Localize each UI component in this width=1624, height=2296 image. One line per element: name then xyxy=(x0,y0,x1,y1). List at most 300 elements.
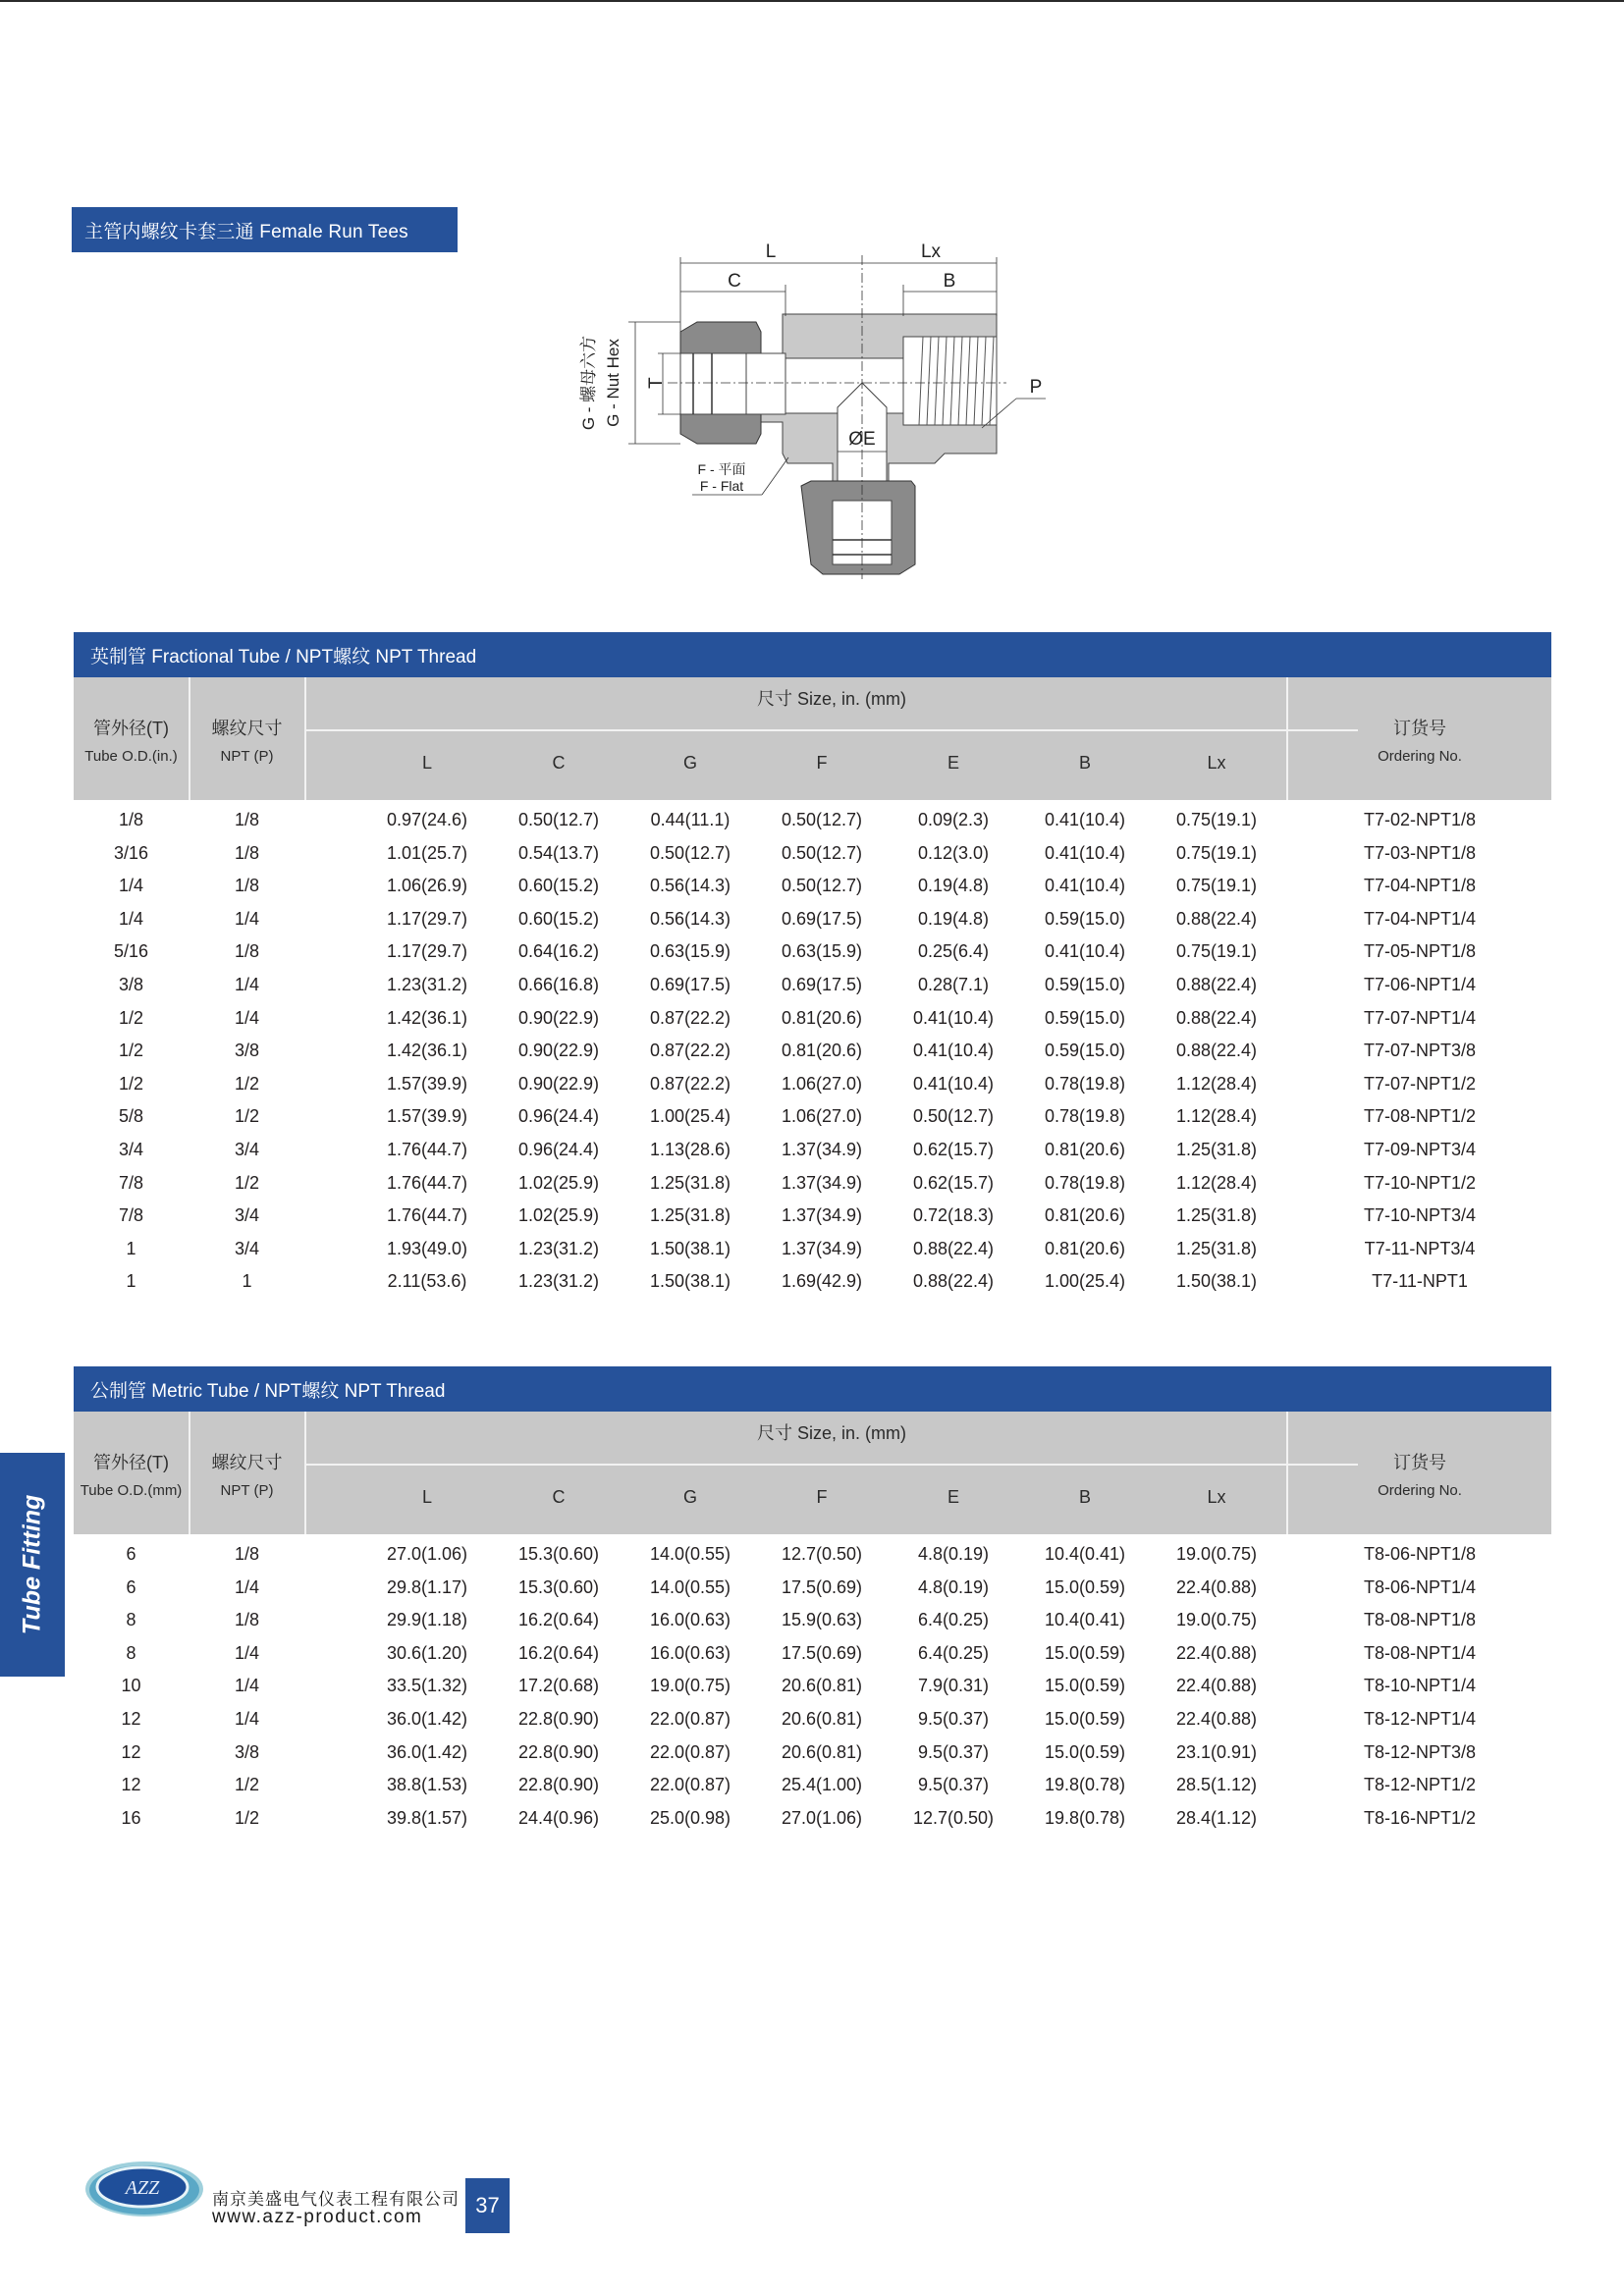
cell-npt: 1/4 xyxy=(234,1676,260,1696)
cell-dim-b: 0.59(15.0) xyxy=(1044,1007,1126,1028)
cell-dim-l: 36.0(1.42) xyxy=(386,1708,468,1729)
cell-dim-c: 0.66(16.8) xyxy=(517,974,600,994)
cell-ordering-no: T8-12-NPT1/4 xyxy=(1363,1708,1477,1729)
dim-label-l: L xyxy=(765,241,777,262)
cell-dim-b: 0.78(19.8) xyxy=(1044,1172,1126,1193)
cell-dim-g: 0.63(15.9) xyxy=(649,941,731,962)
cell-dim-f: 12.7(0.50) xyxy=(781,1544,863,1564)
cell-tube-od: 8 xyxy=(126,1642,136,1663)
cell-dim-c: 0.60(15.2) xyxy=(517,876,600,896)
cell-npt: 1/4 xyxy=(234,908,260,929)
cell-npt: 1 xyxy=(242,1271,252,1292)
cell-ordering-no: T7-04-NPT1/8 xyxy=(1363,876,1477,896)
section-title xyxy=(72,207,458,252)
azz-logo-icon xyxy=(83,2160,206,2218)
cell-npt: 1/2 xyxy=(234,1073,260,1094)
header-npt: 螺纹尺寸 NPT (P) xyxy=(211,719,283,765)
header-dim-c: C xyxy=(552,1487,566,1507)
cell-ordering-no: T8-12-NPT1/2 xyxy=(1363,1775,1477,1795)
cell-dim-g: 0.69(17.5) xyxy=(649,974,731,994)
cell-dim-lx: 1.50(38.1) xyxy=(1175,1271,1258,1292)
female-run-tee-drawing xyxy=(560,236,1070,589)
metric-table xyxy=(74,1366,1551,1835)
cell-ordering-no: T8-06-NPT1/8 xyxy=(1363,1544,1477,1564)
table-row xyxy=(74,1100,1551,1134)
cell-dim-g: 1.00(25.4) xyxy=(649,1106,731,1127)
cell-dim-f: 1.37(34.9) xyxy=(781,1172,863,1193)
cell-dim-e: 7.9(0.31) xyxy=(917,1676,990,1696)
table-row xyxy=(74,837,1551,871)
cell-dim-l: 1.06(26.9) xyxy=(386,876,468,896)
cell-tube-od: 8 xyxy=(126,1610,136,1630)
cell-dim-f: 1.06(27.0) xyxy=(781,1106,863,1127)
header-size: 尺寸 Size, in. (mm) xyxy=(756,689,906,709)
table-row xyxy=(74,1068,1551,1101)
table-row xyxy=(74,1233,1551,1266)
dim-label-c: C xyxy=(728,271,741,292)
cell-dim-lx: 0.75(19.1) xyxy=(1175,876,1258,896)
cell-npt: 3/8 xyxy=(234,1741,260,1762)
cell-tube-od: 5/8 xyxy=(118,1106,144,1127)
table-row xyxy=(74,1572,1551,1605)
cell-dim-b: 0.59(15.0) xyxy=(1044,1041,1126,1061)
cell-dim-g: 1.50(38.1) xyxy=(649,1271,731,1292)
table-row xyxy=(74,1670,1551,1703)
cell-dim-b: 10.4(0.41) xyxy=(1044,1544,1126,1564)
header-dim-c: C xyxy=(552,753,566,773)
cell-dim-l: 1.23(31.2) xyxy=(386,974,468,994)
dim-label-f-cn: F - 平面 xyxy=(697,461,746,477)
table-row xyxy=(74,969,1551,1002)
page-number: 37 xyxy=(465,2178,510,2233)
cell-dim-l: 36.0(1.42) xyxy=(386,1741,468,1762)
cell-dim-g: 0.44(11.1) xyxy=(650,810,731,829)
cell-dim-g: 0.56(14.3) xyxy=(649,908,731,929)
cell-dim-f: 25.4(1.00) xyxy=(781,1775,863,1795)
cell-dim-b: 0.81(20.6) xyxy=(1044,1205,1126,1226)
cell-npt: 3/4 xyxy=(234,1238,260,1258)
cell-dim-c: 0.90(22.9) xyxy=(517,1073,600,1094)
cell-dim-lx: 22.4(0.88) xyxy=(1175,1576,1258,1597)
cell-dim-c: 22.8(0.90) xyxy=(517,1775,600,1795)
cell-dim-f: 1.37(34.9) xyxy=(781,1139,863,1159)
cell-dim-l: 38.8(1.53) xyxy=(386,1775,468,1795)
cell-dim-f: 1.69(42.9) xyxy=(781,1271,863,1292)
cell-ordering-no: T7-06-NPT1/4 xyxy=(1363,974,1477,994)
cell-dim-l: 1.57(39.9) xyxy=(386,1106,468,1127)
cell-dim-g: 14.0(0.55) xyxy=(649,1576,731,1597)
cell-dim-b: 0.78(19.8) xyxy=(1044,1073,1126,1094)
side-tab-tube-fitting: Tube Fitting xyxy=(0,1453,65,1677)
cell-tube-od: 1/4 xyxy=(118,876,144,896)
dim-label-e: ØE xyxy=(848,429,876,450)
table-row xyxy=(74,1802,1551,1836)
cell-npt: 1/4 xyxy=(234,1708,260,1729)
cell-ordering-no: T8-10-NPT1/4 xyxy=(1363,1676,1477,1696)
table-row xyxy=(74,1200,1551,1233)
cell-dim-b: 15.0(0.59) xyxy=(1044,1642,1126,1663)
header-ordering-no: 订货号 Ordering No. xyxy=(1378,1453,1462,1499)
cell-dim-lx: 0.88(22.4) xyxy=(1175,1041,1258,1061)
cell-dim-f: 17.5(0.69) xyxy=(781,1642,863,1663)
header-dim-b: B xyxy=(1078,753,1091,773)
cell-dim-l: 29.9(1.18) xyxy=(386,1610,468,1630)
cell-dim-f: 0.50(12.7) xyxy=(781,876,863,896)
cell-dim-lx: 0.88(22.4) xyxy=(1175,908,1258,929)
cell-dim-g: 19.0(0.75) xyxy=(649,1676,731,1696)
cell-npt: 1/4 xyxy=(234,974,260,994)
cell-dim-e: 0.50(12.7) xyxy=(912,1106,995,1127)
cell-dim-e: 0.72(18.3) xyxy=(912,1205,995,1226)
dim-label-g-en: G - Nut Hex xyxy=(604,339,623,427)
cell-dim-g: 1.13(28.6) xyxy=(649,1139,731,1159)
cell-tube-od: 1/2 xyxy=(118,1007,144,1028)
svg-text:AZZ: AZZ xyxy=(125,2177,160,2199)
cell-dim-lx: 22.4(0.88) xyxy=(1175,1642,1258,1663)
cell-dim-f: 1.06(27.0) xyxy=(781,1073,863,1094)
cell-dim-b: 10.4(0.41) xyxy=(1044,1610,1126,1630)
cell-ordering-no: T8-06-NPT1/4 xyxy=(1363,1576,1477,1597)
cell-dim-g: 0.87(22.2) xyxy=(649,1073,731,1094)
footer-company-name: 南京美盛电气仪表工程有限公司 xyxy=(212,2190,460,2209)
cell-dim-c: 16.2(0.64) xyxy=(517,1610,600,1630)
cell-dim-c: 0.50(12.7) xyxy=(517,810,600,829)
cell-npt: 1/2 xyxy=(234,1172,260,1193)
table-row xyxy=(74,1167,1551,1201)
cell-ordering-no: T7-07-NPT1/4 xyxy=(1363,1007,1477,1028)
cell-npt: 1/2 xyxy=(234,1106,260,1127)
cell-tube-od: 1/2 xyxy=(118,1073,144,1094)
cell-dim-l: 1.93(49.0) xyxy=(386,1238,468,1258)
cell-dim-e: 0.09(2.3) xyxy=(917,810,990,829)
cell-dim-g: 1.25(31.8) xyxy=(649,1205,731,1226)
cell-dim-e: 4.8(0.19) xyxy=(917,1544,990,1564)
cell-dim-f: 20.6(0.81) xyxy=(781,1676,863,1696)
cell-dim-b: 0.41(10.4) xyxy=(1044,810,1126,829)
cell-tube-od: 1/2 xyxy=(118,1041,144,1061)
fractional-table xyxy=(74,632,1551,1299)
cell-dim-g: 0.50(12.7) xyxy=(649,842,731,863)
cell-dim-g: 1.50(38.1) xyxy=(649,1238,731,1258)
cell-npt: 1/4 xyxy=(234,1642,260,1663)
cell-dim-f: 1.37(34.9) xyxy=(781,1205,863,1226)
table-row xyxy=(74,870,1551,903)
cell-dim-c: 0.64(16.2) xyxy=(517,941,600,962)
cell-dim-lx: 0.88(22.4) xyxy=(1175,974,1258,994)
cell-dim-b: 0.78(19.8) xyxy=(1044,1106,1126,1127)
header-dim-e: E xyxy=(947,753,959,773)
cell-ordering-no: T7-07-NPT3/8 xyxy=(1363,1041,1477,1061)
dim-label-g-cn: G - 螺母六方 xyxy=(579,335,598,431)
cell-dim-f: 0.50(12.7) xyxy=(781,842,863,863)
table-row xyxy=(74,1002,1551,1036)
cell-npt: 1/8 xyxy=(234,842,260,863)
cell-dim-l: 0.97(24.6) xyxy=(386,810,468,829)
cell-dim-c: 15.3(0.60) xyxy=(517,1544,600,1564)
dim-label-t: T xyxy=(646,377,667,389)
cell-ordering-no: T8-08-NPT1/4 xyxy=(1363,1642,1477,1663)
cell-dim-lx: 1.25(31.8) xyxy=(1175,1139,1258,1159)
cell-dim-lx: 19.0(0.75) xyxy=(1175,1544,1258,1564)
cell-tube-od: 3/16 xyxy=(113,842,149,863)
cell-npt: 1/8 xyxy=(234,810,260,829)
header-dim-g: G xyxy=(682,753,697,773)
cell-npt: 3/8 xyxy=(234,1041,260,1061)
table-row xyxy=(74,804,1551,837)
cell-dim-g: 22.0(0.87) xyxy=(649,1775,731,1795)
cell-dim-l: 30.6(1.20) xyxy=(386,1642,468,1663)
cell-dim-e: 0.41(10.4) xyxy=(912,1041,995,1061)
header-npt: 螺纹尺寸 NPT (P) xyxy=(211,1453,283,1499)
cell-dim-b: 0.41(10.4) xyxy=(1044,941,1126,962)
cell-dim-lx: 0.75(19.1) xyxy=(1175,941,1258,962)
cell-npt: 1/2 xyxy=(234,1807,260,1828)
fractional-table-header xyxy=(74,677,1551,800)
cell-dim-g: 0.87(22.2) xyxy=(649,1007,731,1028)
header-dim-lx: Lx xyxy=(1207,1487,1226,1507)
cell-dim-g: 0.56(14.3) xyxy=(649,876,731,896)
cell-dim-b: 0.81(20.6) xyxy=(1044,1139,1126,1159)
cell-dim-f: 20.6(0.81) xyxy=(781,1708,863,1729)
cell-dim-lx: 22.4(0.88) xyxy=(1175,1708,1258,1729)
table-row xyxy=(74,935,1551,969)
cell-dim-lx: 0.88(22.4) xyxy=(1175,1007,1258,1028)
cell-dim-f: 0.81(20.6) xyxy=(781,1041,863,1061)
cell-ordering-no: T7-02-NPT1/8 xyxy=(1363,810,1477,829)
cell-dim-lx: 1.25(31.8) xyxy=(1175,1205,1258,1226)
header-dim-e: E xyxy=(947,1487,959,1507)
cell-dim-lx: 1.12(28.4) xyxy=(1175,1073,1258,1094)
cell-ordering-no: T7-10-NPT1/2 xyxy=(1363,1172,1477,1193)
cell-npt: 1/8 xyxy=(234,941,260,962)
cell-tube-od: 1/8 xyxy=(118,810,144,829)
cell-tube-od: 12 xyxy=(121,1775,141,1795)
cell-ordering-no: T8-12-NPT3/8 xyxy=(1363,1741,1477,1762)
cell-dim-c: 1.23(31.2) xyxy=(517,1271,600,1292)
cell-dim-e: 6.4(0.25) xyxy=(917,1642,990,1663)
cell-dim-l: 1.42(36.1) xyxy=(386,1007,468,1028)
cell-dim-b: 0.41(10.4) xyxy=(1044,876,1126,896)
cell-dim-e: 0.41(10.4) xyxy=(912,1073,995,1094)
cell-tube-od: 1/4 xyxy=(118,908,144,929)
table-row xyxy=(74,1604,1551,1637)
cell-dim-b: 19.8(0.78) xyxy=(1044,1807,1126,1828)
cell-dim-l: 1.76(44.7) xyxy=(386,1172,468,1193)
header-ordering-no: 订货号 Ordering No. xyxy=(1378,719,1462,765)
fractional-table-title: 英制管 Fractional Tube / NPT螺纹 NPT Thread xyxy=(74,632,1551,677)
cell-dim-f: 17.5(0.69) xyxy=(781,1576,863,1597)
cell-dim-e: 0.19(4.8) xyxy=(917,876,990,896)
cell-dim-e: 9.5(0.37) xyxy=(917,1708,990,1729)
cell-npt: 1/4 xyxy=(234,1007,260,1028)
cell-dim-c: 22.8(0.90) xyxy=(517,1708,600,1729)
cell-dim-l: 1.57(39.9) xyxy=(386,1073,468,1094)
cell-ordering-no: T7-11-NPT3/4 xyxy=(1364,1238,1476,1258)
cell-dim-c: 0.96(24.4) xyxy=(517,1106,600,1127)
cell-dim-g: 14.0(0.55) xyxy=(649,1544,731,1564)
cell-dim-f: 15.9(0.63) xyxy=(781,1610,863,1630)
header-dim-g: G xyxy=(682,1487,697,1507)
table-row xyxy=(74,1035,1551,1068)
cell-dim-c: 24.4(0.96) xyxy=(517,1807,600,1828)
cell-dim-f: 0.50(12.7) xyxy=(781,810,863,829)
cell-dim-lx: 0.75(19.1) xyxy=(1175,810,1258,829)
cell-dim-e: 4.8(0.19) xyxy=(917,1576,990,1597)
table-row xyxy=(74,903,1551,936)
cell-dim-f: 0.69(17.5) xyxy=(781,908,863,929)
cell-dim-c: 0.96(24.4) xyxy=(517,1139,600,1159)
cell-dim-l: 1.76(44.7) xyxy=(386,1205,468,1226)
cell-dim-c: 1.02(25.9) xyxy=(517,1205,600,1226)
table-row xyxy=(74,1134,1551,1167)
cell-dim-e: 0.88(22.4) xyxy=(912,1238,995,1258)
cell-npt: 3/4 xyxy=(234,1205,260,1226)
cell-dim-lx: 28.5(1.12) xyxy=(1175,1775,1258,1795)
cell-dim-g: 0.87(22.2) xyxy=(649,1041,731,1061)
header-tube-od: 管外径(T) Tube O.D.(mm) xyxy=(80,1453,183,1499)
metric-table-header xyxy=(74,1412,1551,1534)
cell-dim-l: 1.01(25.7) xyxy=(386,842,468,863)
header-dim-lx: Lx xyxy=(1207,753,1226,773)
cell-dim-c: 0.60(15.2) xyxy=(517,908,600,929)
table-row xyxy=(74,1703,1551,1736)
dim-label-f-en: F - Flat xyxy=(699,478,744,494)
cell-npt: 1/8 xyxy=(234,1610,260,1630)
cell-tube-od: 6 xyxy=(126,1576,136,1597)
cell-dim-e: 0.88(22.4) xyxy=(912,1271,995,1292)
cell-dim-e: 12.7(0.50) xyxy=(912,1807,995,1828)
table-row xyxy=(74,1769,1551,1802)
header-dim-l: L xyxy=(421,1487,432,1507)
cell-npt: 1/4 xyxy=(234,1576,260,1597)
cell-dim-l: 29.8(1.17) xyxy=(386,1576,468,1597)
metric-table-title: 公制管 Metric Tube / NPT螺纹 NPT Thread xyxy=(74,1366,1551,1412)
cell-tube-od: 16 xyxy=(121,1807,141,1828)
header-size: 尺寸 Size, in. (mm) xyxy=(756,1423,906,1443)
cell-ordering-no: T7-08-NPT1/2 xyxy=(1363,1106,1477,1127)
cell-tube-od: 12 xyxy=(121,1708,141,1729)
cell-dim-g: 16.0(0.63) xyxy=(649,1642,731,1663)
cell-tube-od: 7/8 xyxy=(118,1172,144,1193)
cell-dim-b: 15.0(0.59) xyxy=(1044,1676,1126,1696)
cell-dim-lx: 28.4(1.12) xyxy=(1175,1807,1258,1828)
cell-dim-b: 19.8(0.78) xyxy=(1044,1775,1126,1795)
cell-dim-l: 27.0(1.06) xyxy=(386,1544,468,1564)
cell-ordering-no: T7-03-NPT1/8 xyxy=(1363,842,1477,863)
cell-dim-g: 25.0(0.98) xyxy=(649,1807,731,1828)
cell-dim-l: 1.76(44.7) xyxy=(386,1139,468,1159)
cell-tube-od: 1 xyxy=(126,1238,136,1258)
cell-dim-c: 0.54(13.7) xyxy=(517,842,600,863)
top-rule xyxy=(0,0,1624,2)
cell-dim-g: 22.0(0.87) xyxy=(649,1741,731,1762)
cell-dim-lx: 23.1(0.91) xyxy=(1175,1741,1258,1762)
cell-dim-lx: 19.0(0.75) xyxy=(1175,1610,1258,1630)
cell-ordering-no: T7-09-NPT3/4 xyxy=(1363,1139,1477,1159)
cell-npt: 3/4 xyxy=(234,1139,260,1159)
header-dim-b: B xyxy=(1078,1487,1091,1507)
cell-dim-lx: 1.12(28.4) xyxy=(1175,1106,1258,1127)
cell-tube-od: 5/16 xyxy=(113,941,149,962)
cell-dim-e: 0.25(6.4) xyxy=(917,941,990,962)
cell-dim-e: 0.41(10.4) xyxy=(912,1007,995,1028)
cell-dim-l: 2.11(53.6) xyxy=(387,1271,467,1292)
metric-rows xyxy=(74,1538,1551,1835)
table-row xyxy=(74,1736,1551,1770)
cell-ordering-no: T7-07-NPT1/2 xyxy=(1363,1073,1477,1094)
cell-dim-c: 15.3(0.60) xyxy=(517,1576,600,1597)
table-row xyxy=(74,1265,1551,1299)
cell-dim-f: 0.81(20.6) xyxy=(781,1007,863,1028)
cell-ordering-no: T7-11-NPT1 xyxy=(1372,1271,1468,1292)
cell-dim-f: 20.6(0.81) xyxy=(781,1741,863,1762)
cell-dim-l: 33.5(1.32) xyxy=(386,1676,468,1696)
header-dim-l: L xyxy=(421,753,432,773)
cell-dim-b: 0.59(15.0) xyxy=(1044,908,1126,929)
cell-dim-e: 0.19(4.8) xyxy=(917,908,990,929)
cell-dim-l: 39.8(1.57) xyxy=(386,1807,468,1828)
cell-dim-f: 0.69(17.5) xyxy=(781,974,863,994)
cell-dim-e: 0.12(3.0) xyxy=(917,842,990,863)
cell-dim-b: 1.00(25.4) xyxy=(1044,1271,1126,1292)
cell-dim-g: 22.0(0.87) xyxy=(649,1708,731,1729)
cell-dim-f: 1.37(34.9) xyxy=(781,1238,863,1258)
cell-dim-e: 0.62(15.7) xyxy=(912,1139,995,1159)
cell-dim-b: 15.0(0.59) xyxy=(1044,1708,1126,1729)
cell-tube-od: 3/4 xyxy=(118,1139,144,1159)
cell-dim-lx: 0.75(19.1) xyxy=(1175,842,1258,863)
dim-label-p: P xyxy=(1029,377,1043,398)
cell-dim-b: 0.59(15.0) xyxy=(1044,974,1126,994)
table-row xyxy=(74,1538,1551,1572)
cell-dim-f: 27.0(1.06) xyxy=(781,1807,863,1828)
cell-tube-od: 12 xyxy=(121,1741,141,1762)
cell-dim-c: 17.2(0.68) xyxy=(517,1676,600,1696)
cell-dim-e: 9.5(0.37) xyxy=(917,1741,990,1762)
cell-ordering-no: T7-04-NPT1/4 xyxy=(1363,908,1477,929)
cell-dim-b: 15.0(0.59) xyxy=(1044,1576,1126,1597)
cell-dim-l: 1.17(29.7) xyxy=(386,908,468,929)
cell-tube-od: 1 xyxy=(126,1271,136,1292)
cell-dim-lx: 1.12(28.4) xyxy=(1175,1172,1258,1193)
cell-dim-c: 22.8(0.90) xyxy=(517,1741,600,1762)
cell-dim-b: 0.41(10.4) xyxy=(1044,842,1126,863)
cell-dim-f: 0.63(15.9) xyxy=(781,941,863,962)
cell-dim-c: 1.02(25.9) xyxy=(517,1172,600,1193)
cell-npt: 1/8 xyxy=(234,876,260,896)
cell-dim-b: 15.0(0.59) xyxy=(1044,1741,1126,1762)
cell-tube-od: 3/8 xyxy=(118,974,144,994)
cell-dim-c: 16.2(0.64) xyxy=(517,1642,600,1663)
cell-ordering-no: T8-08-NPT1/8 xyxy=(1363,1610,1477,1630)
cell-ordering-no: T8-16-NPT1/2 xyxy=(1363,1807,1477,1828)
cell-dim-g: 1.25(31.8) xyxy=(649,1172,731,1193)
cell-ordering-no: T7-10-NPT3/4 xyxy=(1363,1205,1477,1226)
cell-dim-l: 1.42(36.1) xyxy=(386,1041,468,1061)
dim-label-lx: Lx xyxy=(920,241,942,262)
cell-dim-e: 6.4(0.25) xyxy=(917,1610,990,1630)
cell-dim-e: 0.62(15.7) xyxy=(912,1172,995,1193)
cell-dim-e: 9.5(0.37) xyxy=(917,1775,990,1795)
cell-dim-c: 0.90(22.9) xyxy=(517,1041,600,1061)
dim-label-b: B xyxy=(943,271,956,292)
cell-dim-lx: 22.4(0.88) xyxy=(1175,1676,1258,1696)
header-dim-f: F xyxy=(816,1487,828,1507)
cell-npt: 1/2 xyxy=(234,1775,260,1795)
header-tube-od: 管外径(T) Tube O.D.(in.) xyxy=(84,719,178,765)
section-title-text: 主管内螺纹卡套三通 Female Run Tees xyxy=(84,221,408,242)
table-row xyxy=(74,1637,1551,1671)
